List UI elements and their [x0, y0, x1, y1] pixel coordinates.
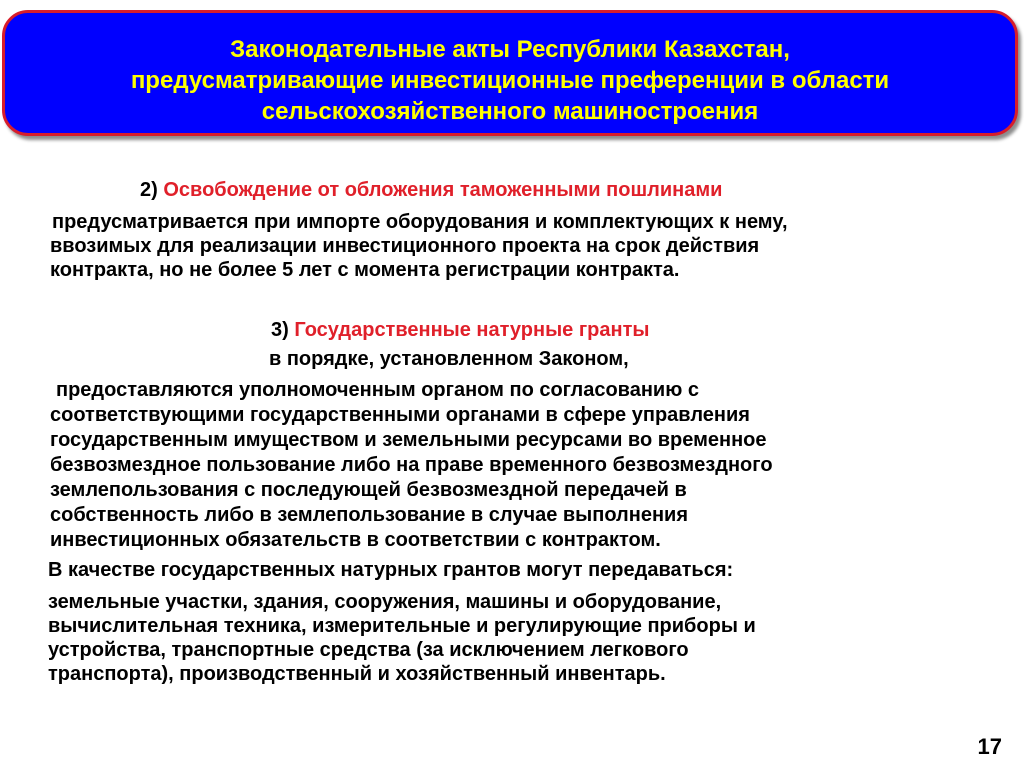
item3-body-line-4: безвозмездное пользование либо на праве временного безвозмездного	[50, 454, 773, 476]
title-banner	[2, 10, 1018, 136]
item3-body-line-3: государственным имуществом и земельными ресурсами во временное	[50, 429, 767, 451]
item3-subheading: в порядке, установленном Законом,	[269, 348, 629, 370]
item3-body-line-7: инвестиционных обязательств в соответствии с контрактом.	[50, 529, 661, 551]
item3-body-line-1: предоставляются уполномоченным органом по согласованию с	[56, 379, 699, 401]
title-line-3: сельскохозяйственного машиностроения	[261, 98, 759, 125]
page-number: 17	[977, 734, 1002, 759]
slide-title	[5, 34, 1015, 127]
item2-heading-line	[140, 178, 722, 202]
item3-body-line-2: соответствующими государственными органами в сфере управления	[50, 404, 750, 426]
item2-body-line-2: ввозимых для реализации инвестиционного проекта на срок действия	[50, 235, 760, 257]
item3-body-line-6: собственность либо в землепользование в случае выполнения	[50, 504, 689, 526]
grants-line-3: устройства, транспортные средства (за исключением легкового	[48, 639, 689, 661]
item2-number: 2)	[140, 179, 158, 201]
grants-line-2: вычислительная техника, измерительные и регулирующие приборы и	[48, 615, 756, 637]
item3-heading-line	[271, 318, 649, 342]
item2-body-line-3: контракта, но не более 5 лет с момента регистрации контракта.	[50, 259, 680, 281]
grants-line-1: земельные участки, здания, сооружения, машины и оборудование,	[48, 591, 722, 613]
item2-heading: Освобождение от обложения таможенными пошлинами	[163, 179, 723, 201]
item2-body-line-1: предусматривается при импорте оборудования и комплектующих к нему,	[52, 211, 788, 233]
title-line-1: Законодательные акты Республики Казахстан,	[230, 36, 790, 63]
grants-intro: В качестве государственных натурных грантов могут передаваться:	[48, 559, 734, 581]
item3-body-line-5: землепользования с последующей безвозмездной передачей в	[50, 479, 687, 501]
title-line-2: предусматривающие инвестиционные преференции в области	[130, 67, 890, 94]
grants-line-4: транспорта), производственный и хозяйственный инвентарь.	[48, 663, 666, 685]
item3-heading: Государственные натурные гранты	[294, 319, 650, 341]
item3-number: 3)	[271, 319, 289, 341]
